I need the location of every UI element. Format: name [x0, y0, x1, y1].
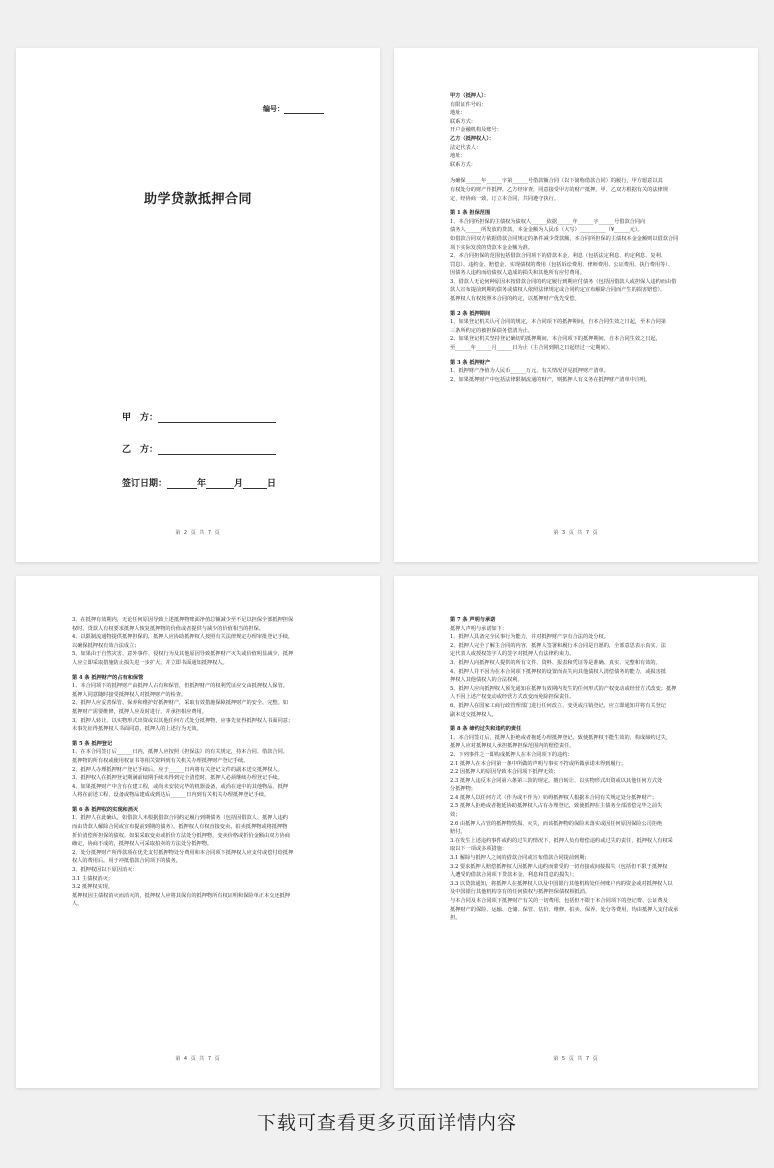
text-line: 人。	[72, 901, 83, 908]
contract-page-5	[394, 576, 758, 1088]
text-line: 抵押人同意随时接受抵押权人对抵押财产的检查。	[72, 691, 187, 698]
text-line: 1、本合同所担保的主债权为债权人______依据______年______字______号借款合同向	[450, 218, 646, 225]
text-line: 未事先征得抵押权人书面同意，抵押人的上述行为无效。	[72, 726, 202, 733]
day-blank	[243, 479, 267, 489]
text-line: 确定，协商不成的，抵押权人可采取拍卖的方法处分抵押物。	[72, 841, 213, 848]
text-line: 2.5 抵押人拒绝或者拖延协助抵押权人占有办理登记，致使抵押在主债务全部清偿完毕之前失	[450, 803, 663, 810]
text-line: 而由贷款人解除合同或宣布提前到期的债务），抵押权人有权直接变卖、拍卖抵押物或将抵押物	[72, 824, 288, 831]
section-heading: 第 1 条 担保范围	[450, 210, 491, 217]
text-line: 2、如果登记机关坚持登记确切的抵押期间，本合同项下的抵押期间，自本合同生效之日起，	[450, 336, 661, 343]
text-line: 人遭受的借款合同项下贷款本金、利息和罚息的损失）；	[450, 872, 578, 879]
serial-number	[263, 104, 324, 114]
text-line: 分抵押物；	[450, 786, 476, 793]
text-line: 2.4 抵押人以任何方式（作为或不作为）妨碍抵押权人根据本合同有关规定处分抵押财产；	[450, 794, 658, 801]
page-footer: 第 2 页 共 7 页	[175, 530, 221, 536]
page-footer: 第 4 页 共 7 页	[175, 1056, 221, 1062]
text-line: 副本送交抵押权人。	[450, 711, 497, 718]
text-line: 地址：	[450, 153, 466, 160]
text-line: 人应立即采取措施防止损失进一步扩大，并立即书面通知抵押权人。	[72, 659, 228, 666]
text-line: 1、抵押人在此确认，如借款人未根据借款合同约定履行到期债务（包括因借款人、抵押人违约	[72, 815, 288, 822]
year-label: 年	[197, 479, 207, 489]
text-line: 定代表人或授权签字人的签字对抵押人有法律约束力。	[450, 651, 575, 658]
text-line: 联系方式：	[450, 118, 476, 125]
text-line: 担。	[450, 915, 461, 922]
text-line: 4、如果抵押财产中含有在建工程，或尚未安装完毕的机器设备，或尚在途中的其他物品，抵押	[72, 783, 288, 790]
day-label: 日	[267, 479, 277, 489]
text-line: 因债务人违约而给债权人造成的损失和其他所有应付费用。	[450, 270, 585, 277]
section-heading: 第 8 条 缔约过失和违约的责任	[450, 726, 522, 733]
text-line: 3、借款人无论何种原因未按借款合同的约定履行到期应付债务（包括因借款人或担保人违约而由借	[450, 278, 677, 285]
text-line: 罚息）、违约金、赔偿金、实现债权的费用（包括诉讼费用、律师费用、公证费用、执行费用等）、	[450, 261, 674, 268]
text-line: 4、以限制流通物提供抵押担保的，抵押人应协助抵押权人按照有关法律规定办理审批登记手续，	[72, 634, 294, 641]
document-title: 助学贷款抵押合同	[143, 192, 252, 207]
text-line: 2、抵押人办理抵押财产登记手续后，应于______日内将有关登记文件的副本送交抵押权人。	[72, 766, 283, 773]
text-line: 抵押权因主债权消灭而消灭的，抵押权人应将其保有的抵押物所有权证明和保险单正本交还抵押	[72, 892, 290, 899]
text-line	[450, 169, 712, 177]
text-line: 赔付。	[450, 829, 466, 836]
text-line: 乙方（抵押权人）：	[450, 135, 495, 142]
page-body	[450, 92, 712, 384]
text-line: 3.2 抵押权实现。	[72, 884, 114, 891]
text-line: 3、抵押权人在抵押登记期满前续期手续未得到完全清偿时，抵押人必须继续办理登记手续。	[72, 775, 283, 782]
page-body	[450, 616, 712, 923]
text-line: 债务人______所发放的贷款，本金金额为人民币（大写）__________（¥______元）。	[450, 227, 643, 234]
text-line: 甲方（抵押人）：	[450, 93, 489, 99]
text-line: 2、如果抵押财产中包括法律限制流通的财产，则抵押人有义务在抵押财产清单中注明。	[450, 376, 651, 383]
text-line: 项下实际发放的贷款本金金额为准。	[450, 244, 534, 251]
text-line: 抵押人应对抵押权人承担抵押担保范围内的赔偿责任。	[450, 743, 575, 750]
text-line: 款人宣布提前到期的债务或债权人依照法律规定或合同约定宣布解除合同而产生的损害赔偿），	[450, 287, 666, 294]
text-line: 有权处分的财产作抵押。乙方经审查，同意接受甲方的财产抵押。甲、乙双方根据有关的法律规	[450, 186, 668, 193]
month-label: 月	[234, 479, 244, 489]
text-line: 3.在发生上述违约事件或约的过失的情况下，抵押人负有赔偿违约或过失的责任，抵押权人有权采	[450, 837, 673, 844]
text-line: 3.1 主债权消灭；	[72, 875, 114, 882]
serial-blank	[284, 106, 324, 114]
year-blank	[167, 479, 197, 489]
text-line: 1、在本合同签订后______日内，抵押人应按照《担保法》的有关规定，持本合同、借款合同、	[72, 749, 288, 756]
text-line: 2、抵押人应妥善保管、保养和维护好抵押财产，采取有效措施保障抵押财产的安全、完整。如	[72, 700, 288, 707]
serial-label: 编号：	[263, 105, 284, 113]
text-line: 定，经协商一致，订立本合同，共同遵守执行。	[450, 195, 559, 202]
text-line: 开户金融机构及账号：	[450, 127, 502, 134]
text-line: 3、抵押人转让、以实物形式出资或以其他任何方式处分抵押物，应事先征得抵押权人书面同意；	[72, 717, 294, 724]
text-line: 2、下列事件之一即构成抵押人在本合同项下的违约：	[450, 751, 573, 758]
text-line: 2.2 因抵押人的原因导致本合同项下抵押无效；	[450, 769, 559, 776]
text-line: 押权人其他债权人的合法权利。	[450, 677, 523, 684]
text-line: 1、抵押财产净值为人民币______万元，有关情况详见抵押财产清单。	[450, 368, 609, 375]
party-a-label: 甲 方：	[122, 413, 159, 423]
party-b-label: 乙 方：	[122, 445, 159, 455]
text-line: 人不因上述产权变动或经营方式改变而免除担保责任。	[450, 694, 575, 701]
download-banner[interactable]: 下载可查看更多页面详情内容	[256, 1112, 517, 1134]
text-line: 折价清偿所担保的债权。如果采取变卖或折价方法处分抵押物，变卖价格或折价金额由双方协商	[72, 832, 290, 839]
text-line: 4、抵押人并不因为在本合同项下抵押权的设置而丧失向其他债权人清偿债务的能力，或损害抵	[450, 668, 666, 675]
page-footer: 第 5 页 共 7 页	[553, 1056, 599, 1062]
text-line: 3.3 以贷款通知，将抵押人在抵押权人以及中国银行其他机构处任何账户内的资金或对抵押权人以	[450, 880, 673, 887]
text-line: 6、抵押人在国家工商行政管理部门进行任何改立、变更或注销登记，应立即通知并将有关登记	[450, 702, 666, 709]
text-line: 3、在抵押有效期内，无论任何原因导致上述抵押物账面净值总额减少至不足以担保全部抵押担保	[72, 617, 294, 623]
page-footer: 第 3 页 共 7 页	[553, 530, 599, 536]
text-line: 权时，贷款人有权要求抵押人恢复抵押物的价值或者提供与减少的价值相当的担保。	[72, 625, 264, 632]
text-line: 权人的费用后，用于冲抵借款合同项下的债务。	[72, 858, 181, 865]
text-line: 2、抵押人完全了解主合同的内容，抵押人签署和履行本合同是自愿的，全部意思表示真实。法	[450, 642, 666, 649]
text-line: 2.3 抵押人违反本合同第六条第三款的规定，擅自转让、以实物形式出资或以其他任何方式处	[450, 777, 663, 784]
text-line: 5、抵押人应向抵押权人预先通知在抵押有效期内发生的任何形式的产权变动或经营方式改变；抵押	[450, 685, 677, 692]
text-line: 1、抵押人具备完全民事行为能力，并对抵押财产享有合法的处分权。	[450, 634, 609, 641]
contract-page-3	[394, 48, 758, 562]
text-line: 3、抵押权因以下原因消灭：	[72, 867, 138, 874]
text-line: 至______年______月______日为止（主合同到期之日起经过一定期间）。	[450, 345, 614, 352]
text-line: 1、本合同项下的抵押财产由抵押人占有和保管，但抵押财产的权利凭证应交由抵押权人保管。	[72, 683, 288, 690]
text-line: 第 7 条 声明与承诺	[450, 617, 496, 623]
text-line: 3.2 要求抵押人赔偿抵押权人因抵押人违约而蒙受的一切直接或间接损失（包括但不限于抵押权	[450, 863, 668, 870]
text-line: 2.6 由抵押人占管的抵押物毁损、灭失，而该抵押物的保险未落实或因任何原因保险公司拒绝	[450, 820, 663, 827]
text-line: 为确保______年______字第______号借款额合同（以下简称借款合同）的履行，甲方愿意以其	[450, 178, 663, 185]
text-line: 如借款合同双方依据借款合同规定的条件减少贷款额，本合同所担保的主债权本金金额则以借款合同	[450, 235, 679, 242]
text-line: 地址：	[450, 110, 466, 117]
text-line: 抵押权人有权按照本合同的约定，以抵押财产优先受偿。	[450, 296, 580, 303]
section-heading: 第 5 条 抵押登记	[72, 740, 113, 747]
party-a-field	[122, 410, 276, 423]
text-line: 人将在前述工程、设备或物品建成或到达后______日内到有关机关办理抵押登记手续。	[72, 792, 270, 799]
text-line: 有限证件号码：	[450, 101, 487, 108]
party-a-blank	[158, 413, 276, 423]
month-blank	[206, 479, 234, 489]
section-heading: 第 2 条 抵押期间	[450, 310, 491, 317]
text-line: 2、本合同担保的范围包括借款合同项下的借款本金、利息（包括法定利息、约定利息、复利、	[450, 253, 666, 260]
text-line: 抵押财产需要维修，抵押人应及时进行，并承担相应费用。	[72, 708, 207, 715]
party-b-field	[122, 442, 276, 455]
text-line: 及中国银行其他机构享有的任何债权与抵押担保债权相抵消。	[450, 889, 591, 896]
party-b-blank	[158, 445, 276, 455]
text-line: 效；	[450, 812, 461, 819]
text-line: 2.1 抵押人在本合同第一条中所做的声明与事实不符或所做承诺未得到履行；	[450, 760, 626, 767]
text-line: 与本合同及本合同项下抵押财产有关的一切费用，包括但不限于本合同项下的登记费、公证费及	[450, 898, 668, 904]
page-body	[72, 616, 334, 909]
text-line: 以确保抵押权有效合法成立；	[72, 642, 140, 649]
text-line: 抵押物的所有权或使用权证书等相关资料到有关机关办理抵押财产登记手续。	[72, 757, 249, 764]
text-line: 抵押人声明与承诺如下：	[450, 625, 508, 632]
section-heading: 第 4 条 抵押财产的占有和保管	[72, 674, 144, 681]
sign-date-label: 签订日期：	[122, 479, 168, 489]
text-line: 2、处分抵押财产所得款项在优先支付抵押物处分费用和本合同项下抵押权人应支付或偿付给抵押	[72, 849, 294, 856]
text-line: 1、本合同签订后，抵押人拒绝或者拖延办理抵押登记，致使抵押权不能生效的，构成缔约过失，	[450, 734, 672, 741]
sign-date-field	[122, 476, 276, 489]
text-line: 法定代表人：	[450, 144, 482, 151]
section-heading: 第 3 条 抵押财产	[450, 359, 491, 366]
text-line: 5、如果由于自然灾害、意外事件、侵权行为及其他原因导致抵押财产灭失或价值明显减少，抵押	[72, 651, 294, 658]
cover-page	[16, 48, 380, 562]
text-line: 三条所约定的被担保债务偿清为止。	[450, 327, 534, 334]
section-heading: 第 6 条 抵押权的实现和消灭	[72, 806, 139, 813]
text-line: 3、抵押人向抵押权人提供的所有文件、资料、报表和凭证等是准确、真实、完整和有效的。	[450, 659, 661, 666]
text-line: 1、如果登记机关认可合同的规定，本合同项下的抵押期间，自本合同生效之日起，至本合同第	[450, 319, 666, 326]
text-line: 抵押财产的保险、运输、仓储、保管、估价、维修、拍卖、保养、处分等费用，均由抵押人支付或承	[450, 906, 679, 913]
contract-page-4	[16, 576, 380, 1088]
text-line: 取以下一项或多项措施：	[450, 846, 508, 853]
text-line: 联系方式：	[450, 161, 476, 168]
text-line: 3.1 解除与抵押人之间的借款合同或宣布借款合同提前到期；	[450, 855, 590, 862]
